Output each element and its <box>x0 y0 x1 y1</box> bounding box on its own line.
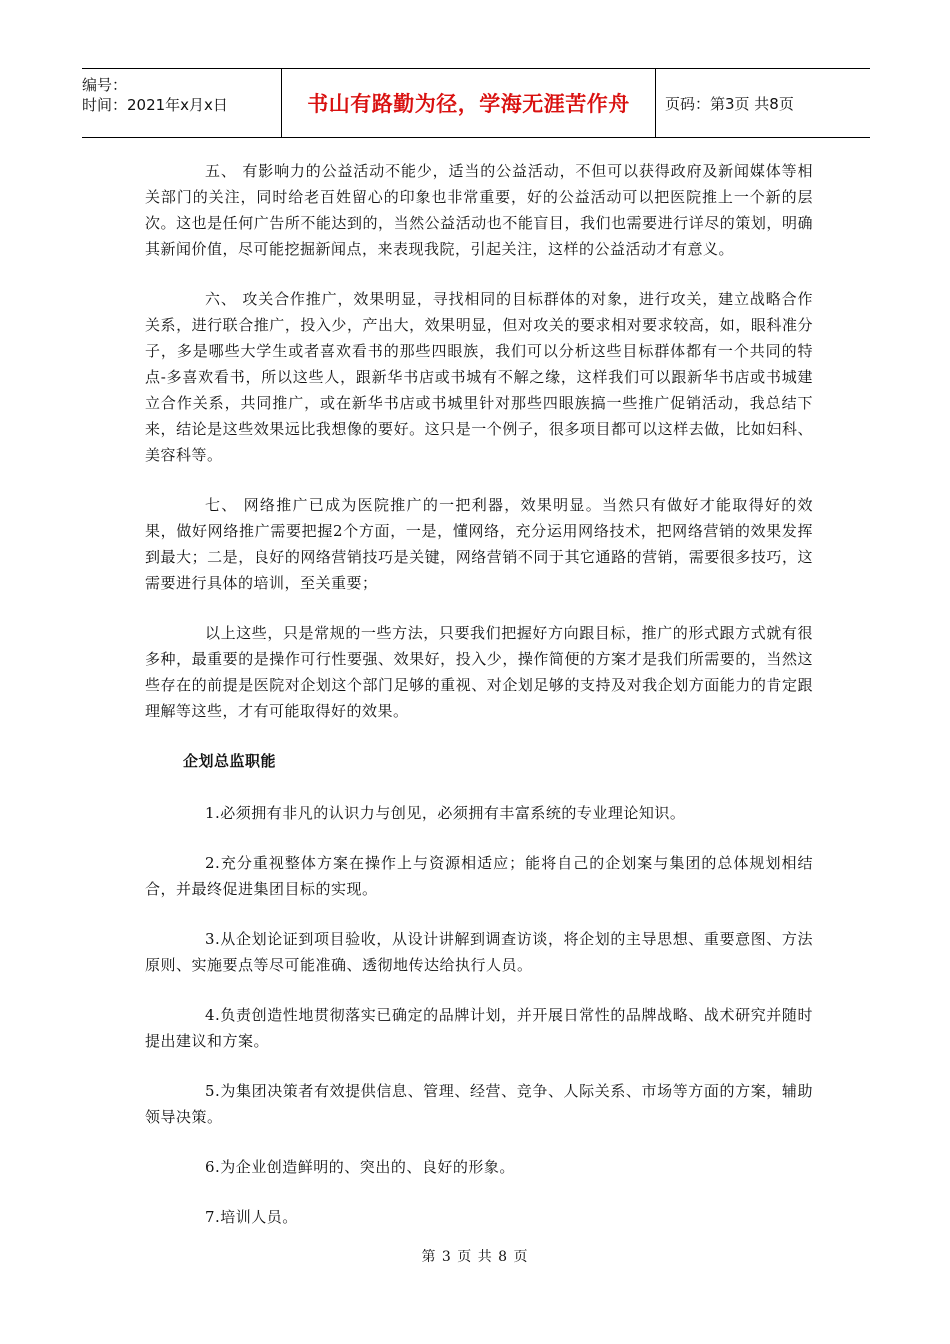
duty-item-6: 6.为企业创造鲜明的、突出的、良好的形象。 <box>205 1158 515 1176</box>
header-meta <box>82 69 282 137</box>
duty-item-3: 3.从企划论证到项目验收，从设计讲解到调查访谈，将企划的主导思想、重要意图、方法原则、实施要点等尽可能准确、透彻地传达给执行人员。 <box>145 930 813 974</box>
header-page-info: 页码：第3页 共8页 <box>665 94 794 113</box>
page-header <box>82 68 870 138</box>
header-motto: 书山有路勤为径，学海无涯苦作舟 <box>282 69 656 137</box>
section-title: 企划总监职能 <box>183 752 277 770</box>
paragraph-six: 六、 攻关合作推广，效果明显，寻找相同的目标群体的对象，进行攻关，建立战略合作关系，进行联合推广，投入少，产出大，效果明显，但对攻关的要求相对要求较高，如，眼科准分子，多是哪些大学生或者喜欢看书的那些四眼族，我们可以分析这些目标群体都有一个共同的特点-多喜欢看书，所以这些人，跟新华书店或书城有不解之缘，这样我们可以跟新华书店或书城建立合作关系，共同推广，或在新华书店或书城里针对那些四眼族搞一些推广促销活动，我总结下来，结论是这些效果远比我想像的要好。这只是一个例子，很多项目都可以这样去做，比如妇科、美容科等。 <box>145 290 813 464</box>
duty-item-7: 7.培训人员。 <box>205 1208 298 1226</box>
paragraph-summary: 以上这些，只是常规的一些方法，只要我们把握好方向跟目标，推广的形式跟方式就有很多种，最重要的是操作可行性要强、效果好，投入少，操作简便的方案才是我们所需要的，当然这些存在的前提是医院对企划这个部门足够的重视、对企划足够的支持及对我企划方面能力的肯定跟理解等这些，才有可能取得好的效果。 <box>145 624 813 720</box>
duty-item-4: 4.负责创造性地贯彻落实已确定的品牌计划，并开展日常性的品牌战略、战术研究并随时提出建议和方案。 <box>145 1006 813 1050</box>
duty-item-1: 1.必须拥有非凡的认识力与创见，必须拥有丰富系统的专业理论知识。 <box>205 804 686 822</box>
duty-item-5: 5.为集团决策者有效提供信息、管理、经营、竞争、人际关系、市场等方面的方案，辅助领导决策。 <box>145 1082 813 1126</box>
paragraph-seven: 七、 网络推广已成为医院推广的一把利器，效果明显。当然只有做好才能取得好的效果，做好网络推广需要把握2个方面，一是，懂网络，充分运用网络技术，把网络营销的效果发挥到最大；二是，良好的网络营销技巧是关键，网络营销不同于其它通路的营销，需要很多技巧，这需要进行具体的培训，至关重要； <box>145 496 813 592</box>
paragraph-five: 五、 有影响力的公益活动不能少，适当的公益活动，不但可以获得政府及新闻媒体等相关部门的关注，同时给老百姓留心的印象也非常重要，好的公益活动可以把医院推上一个新的层次。这也是任何广告所不能达到的，当然公益活动也不能盲目，我们也需要进行详尽的策划，明确其新闻价值，尽可能挖掘新闻点，来表现我院，引起关注，这样的公益活动才有意义。 <box>145 162 813 258</box>
document-body <box>145 158 813 1254</box>
document-number-label: 编号： <box>82 76 128 94</box>
duty-item-2: 2.充分重视整体方案在操作上与资源相适应；能将自己的企划案与集团的总体规划相结合，并最终促进集团目标的实现。 <box>145 854 813 898</box>
page-footer: 第 3 页 共 8 页 <box>421 1249 529 1265</box>
document-date-label: 时间：2021年x月x日 <box>82 96 228 114</box>
